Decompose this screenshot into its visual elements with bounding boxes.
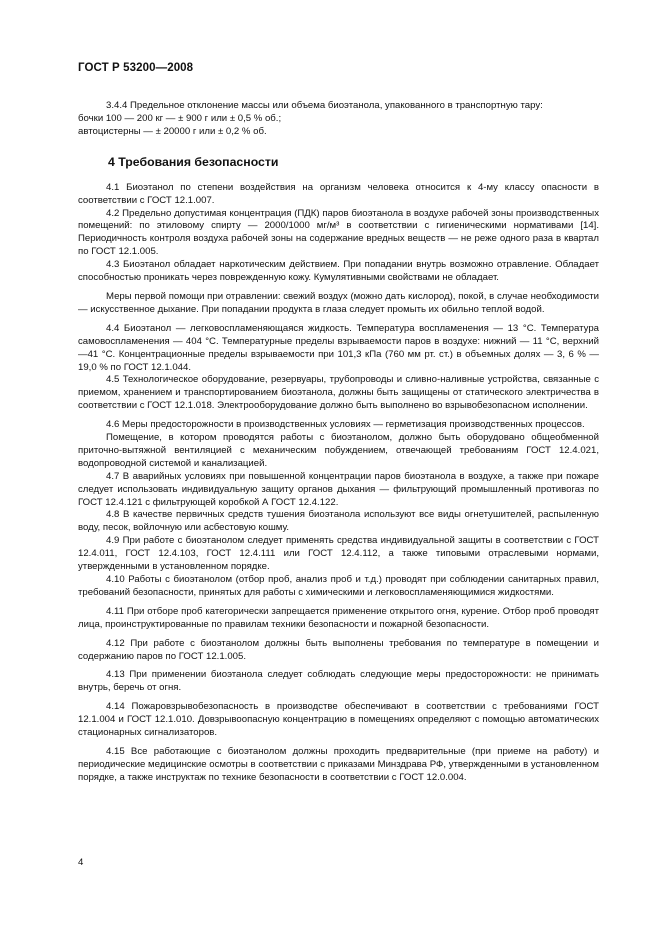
section-heading: 4 Требования безопасности bbox=[108, 154, 279, 169]
clause-4-12: 4.12 При работе с биоэтанолом должны быть выполнены требования по температуре в помещении и содержанию паров по ГОСТ 12.1.005. bbox=[78, 637, 599, 662]
clause-4-13: 4.13 При применении биоэтанола следует соблюдать следующие меры предосторожности: не принимать внутрь, беречь от огня. bbox=[78, 669, 599, 694]
section-body bbox=[78, 182, 599, 785]
clause-4-7: 4.7 В аварийных условиях при повышенной концентрации паров биоэтанола в воздухе, а также при пожаре следует использовать индивидуальную защиту органов дыхания — фильтрующий промышленный противогаз по ГОСТ 12.4.121 с фильтрующей коробкой А ГОСТ 12.4.122. bbox=[78, 470, 599, 508]
clause-4-14: 4.14 Пожаровзрывобезопасность в производстве обеспечивают в соответствии с требованиями ГОСТ 12.1.004 и ГОСТ 12.1.010. Довзрывоопасную концентрацию в помещениях определяют с помощью автоматических стационарных сигнализаторов. bbox=[78, 701, 599, 739]
clause-4-6: 4.6 Меры предосторожности в производственных условиях — герметизация производственных процессов. bbox=[106, 419, 585, 431]
clause-4-2: 4.2 Предельно допустимая концентрация (ПДК) паров биоэтанола в воздухе рабочей зоны производственных помещений: по этиловому спирту — 2000/1000 мг/м³ в соответствии с гигиеническими нормативами [14]. Периодичность контроля воздуха рабочей зоны на содержание вредных веществ — не реже одного раза в квартал по ГОСТ 12.1.005. bbox=[78, 207, 599, 258]
page-number: 4 bbox=[78, 857, 84, 868]
clause-3-4-4-text: 3.4.4 Предельное отклонение массы или объема биоэтанола, упакованного в транспортную тару: bbox=[106, 100, 543, 111]
clause-4-3: 4.3 Биоэтанол обладает наркотическим действием. При попадании внутрь возможно отравление. Обладает способностью проникать через поврежденную кожу. Кумулятивными свойствами не обладает. bbox=[78, 259, 599, 284]
clause-4-4: 4.4 Биоэтанол — легковоспламеняющаяся жидкость. Температура воспламенения — 13 °С. Температура самовоспламенения — 404 °С. Температурные пределы взрываемости паров в воздухе: нижний — 11 °С, верхний —41 °С. Концентрационные пределы взрываемости при 101,3 кПа (760 мм рт. ст.) в объемных долях — 3, 6 % — 19,0 % по ГОСТ 12.1.044. bbox=[78, 322, 599, 373]
clause-4-5: 4.5 Технологическое оборудование, резервуары, трубопроводы и сливно-наливные устройства, связанные с приемом, хранением и транспортированием биоэтанола, должны быть защищены от статического электричества в соответствии с ГОСТ 12.1.018. Электрооборудование должно быть выполнено во взрывобезопасном исполнении. bbox=[78, 374, 599, 412]
clause-4-15: 4.15 Все работающие с биоэтанолом должны проходить предварительные (при приеме на работу) и периодические медицинские осмотры в соответствии с приказами Минздрава РФ, утвержденными в установленном порядке, а также инструктаж по технике безопасности в соответствии с ГОСТ 12.0.004. bbox=[78, 745, 599, 783]
clause-4-9: 4.9 При работе с биоэтанолом следует применять средства индивидуальной защиты в соответствии с ГОСТ 12.4.011, ГОСТ 12.4.103, ГОСТ 12.4.111 или ГОСТ 12.4.112, а также типовыми отраслевыми нормами, утвержденными в установленном порядке. bbox=[78, 535, 599, 573]
clause-3-4-4-barrels: бочки 100 — 200 кг — ± 900 г или ± 0,5 % об.; bbox=[78, 112, 282, 124]
clause-4-10: 4.10 Работы с биоэтанолом (отбор проб, анализ проб и т.д.) проводят при соблюдении санитарных правил, требований безопасности, принятых для работы с химическими и легковоспламеняющимися жидкостями. bbox=[78, 574, 599, 598]
clause-3-4-4 bbox=[78, 100, 599, 139]
first-aid-paragraph: Меры первой помощи при отравлении: свежий воздух (можно дать кислород), покой, в случае необходимости — искусственное дыхание. При попадании продукта в глаза следует промыть их обильно теплой водой. bbox=[78, 290, 599, 315]
clause-4-11: 4.11 При отборе проб категорически запрещается применение открытого огня, курение. Отбор проб проводят лица, проинструктированные по правилам техники безопасности и пожарной безопасности. bbox=[78, 605, 599, 630]
clause-4-1: 4.1 Биоэтанол по степени воздействия на организм человека относится к 4-му классу опасности в соответствии с ГОСТ 12.1.007. bbox=[78, 181, 599, 206]
clause-3-4-4-tankers: автоцистерны — ± 20000 г или ± 0,2 % об. bbox=[78, 125, 267, 137]
ventilation-paragraph: Помещение, в котором проводятся работы с биоэтанолом, должно быть оборудовано общеобменной приточно-вытяжной вентиляцией с механическим побуждением, отвечающей требованиям ГОСТ 12.4.021, водопроводной системой и канализацией. bbox=[78, 432, 599, 469]
document-header: ГОСТ Р 53200—2008 bbox=[78, 62, 194, 74]
clause-4-8: 4.8 В качестве первичных средств тушения биоэтанола используют все виды огнетушителей, распыленную воду, песок, войлочную или асбестовую кошму. bbox=[78, 509, 599, 534]
